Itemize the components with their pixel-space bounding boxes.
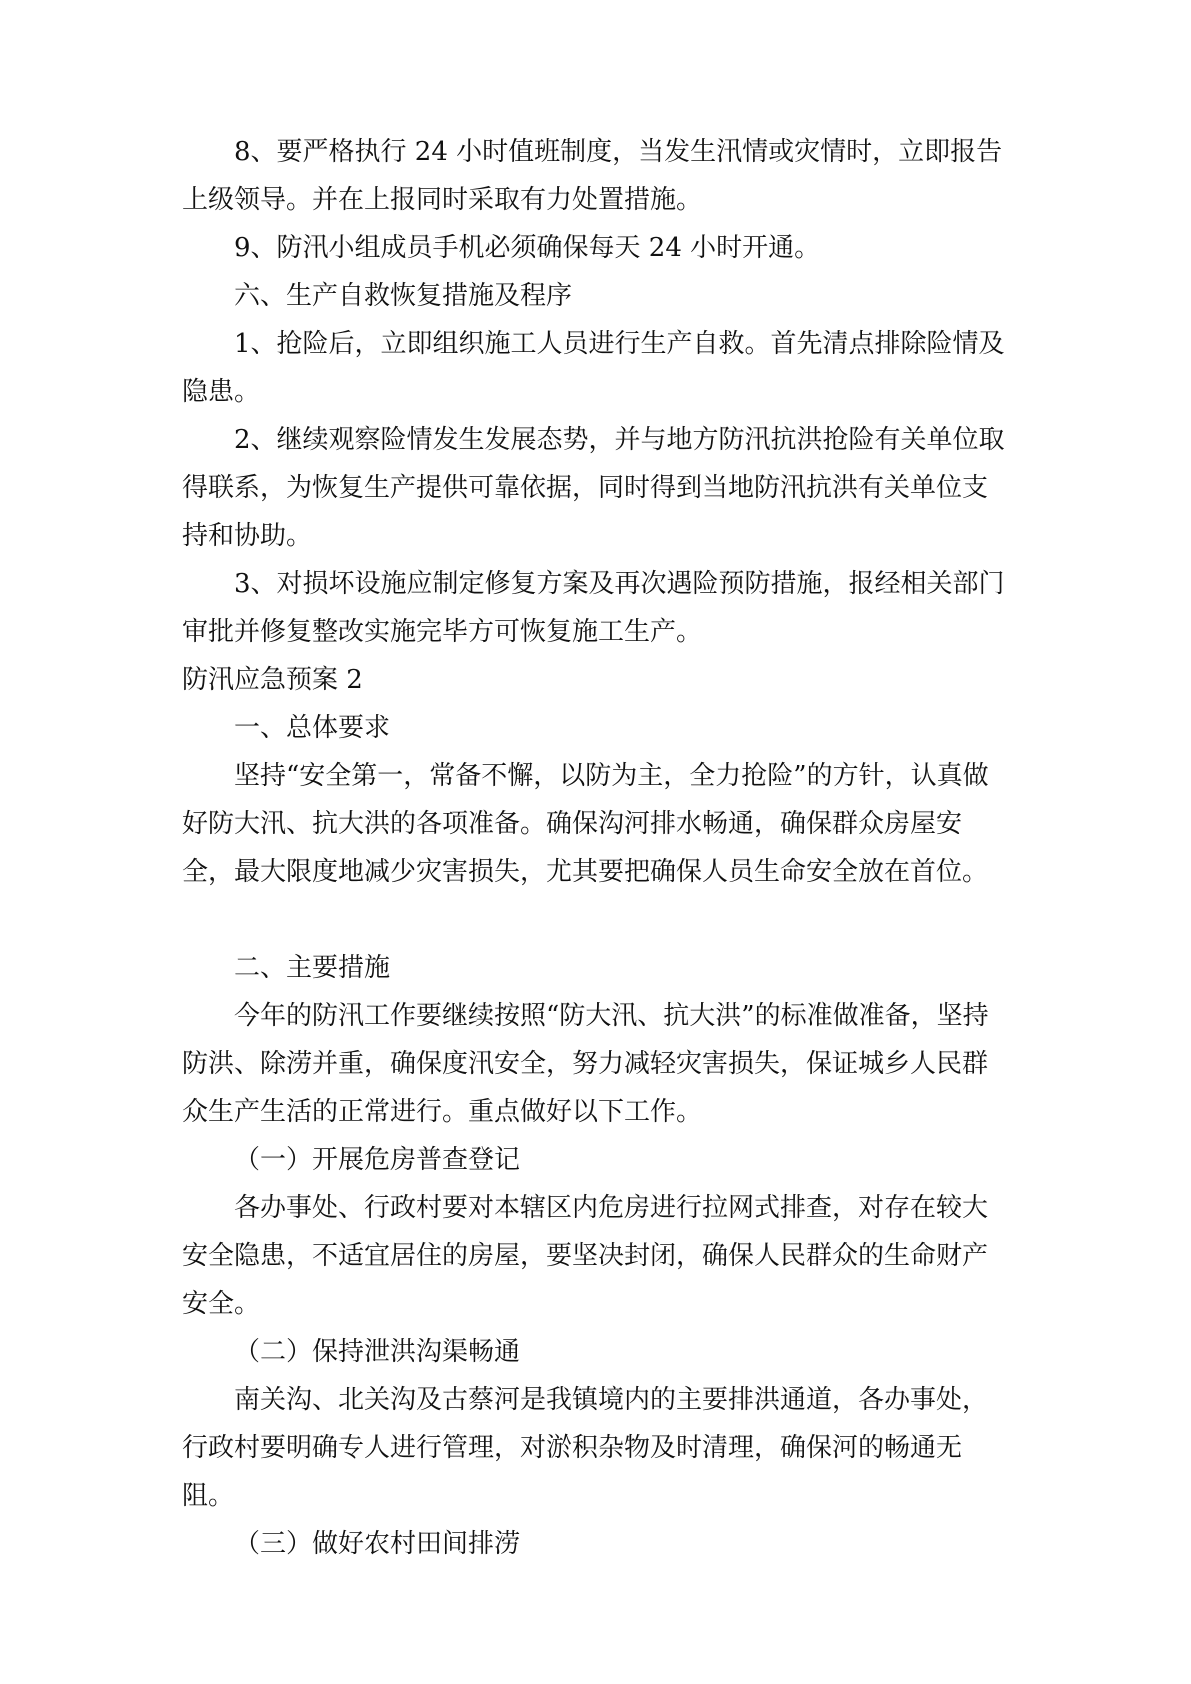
paragraph-general-requirements: 坚持“安全第一，常备不懈，以防为主，全力抢险”的方针，认真做好防大汛、抗大洪的各项准备。确保沟河排水畅通，确保群众房屋安全，最大限度地减少灾害损失，尤其要把确保人员生命安全放在首位。 [182,761,989,887]
subheading-field-drainage: （三）做好农村田间排涝 [234,1529,521,1559]
subheading-danger-house-survey: （一）开展危房普查登记 [234,1145,521,1175]
document-subtitle: 防汛应急预案 2 [182,665,363,695]
paragraph-rescue-1: 1、抢险后，立即组织施工人员进行生产自救。首先清点排除险情及隐患。 [182,329,1005,407]
section-heading-six: 六、生产自救恢复措施及程序 [234,281,573,311]
paragraph-phone-open: 9、防汛小组成员手机必须确保每天 24 小时开通。 [234,233,821,263]
subheading-drainage-channels: （二）保持泄洪沟渠畅通 [234,1337,521,1367]
paragraph-duty-system: 8、要严格执行 24 小时值班制度，当发生汛情或灾情时，立即报告上级领导。并在上报同时采取有力处置措施。 [182,137,1003,215]
paragraph-rescue-2: 2、继续观察险情发生发展态势，并与地方防汛抗洪抢险有关单位取得联系，为恢复生产提供可靠依据，同时得到当地防汛抗洪有关单位支持和协助。 [182,425,1005,551]
section-heading-one: 一、总体要求 [234,713,391,743]
paragraph-danger-house-survey: 各办事处、行政村要对本辖区内危房进行拉网式排查，对存在较大安全隐患，不适宜居住的房屋，要坚决封闭，确保人民群众的生命财产安全。 [182,1193,989,1319]
paragraph-main-measures: 今年的防汛工作要继续按照“防大汛、抗大洪”的标准做准备，坚持防洪、除涝并重，确保度汛安全，努力减轻灾害损失，保证城乡人民群众生产生活的正常进行。重点做好以下工作。 [182,1001,989,1127]
section-heading-two: 二、主要措施 [234,953,391,983]
paragraph-drainage-channels: 南关沟、北关沟及古蔡河是我镇境内的主要排洪通道，各办事处，行政村要明确专人进行管理，对淤积杂物及时清理，确保河的畅通无阻。 [182,1385,989,1511]
paragraph-rescue-3: 3、对损坏设施应制定修复方案及再次遇险预防措施，报经相关部门审批并修复整改实施完毕方可恢复施工生产。 [182,569,1005,647]
